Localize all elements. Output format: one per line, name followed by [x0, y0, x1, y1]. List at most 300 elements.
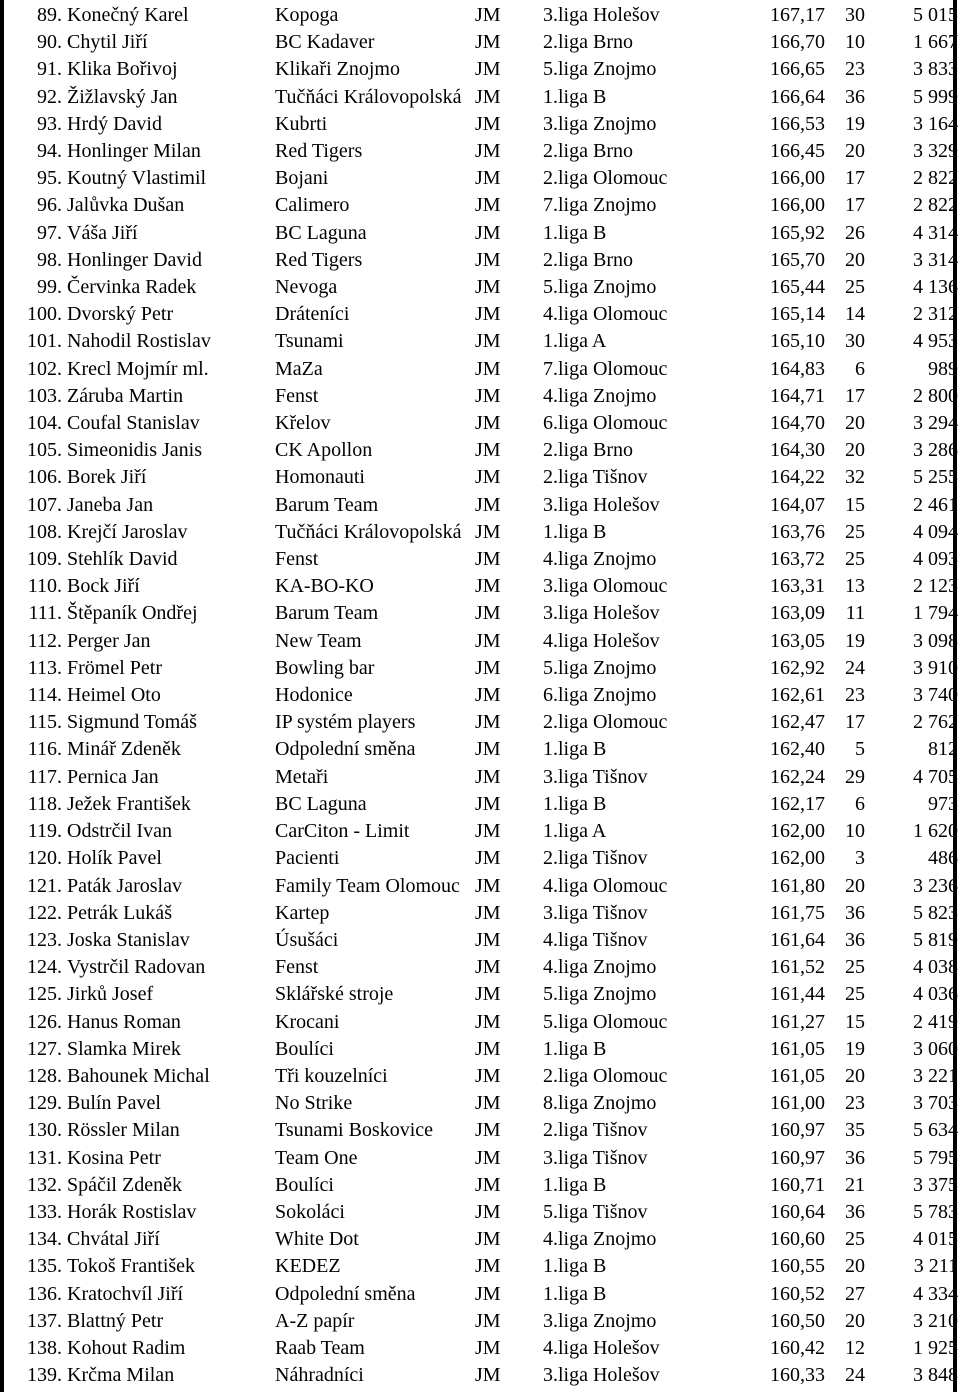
league-cell: 1.liga B [543, 221, 607, 244]
games-count-cell: 11 [845, 602, 865, 625]
rank-cell: 90. [37, 31, 62, 54]
games-count-cell: 17 [845, 384, 865, 407]
average-cell: 164,22 [770, 466, 825, 489]
league-cell: 5.liga Znojmo [543, 656, 657, 679]
team-name-cell: Dráteníci [275, 303, 350, 326]
rank-cell: 100. [27, 303, 62, 326]
team-name-cell: MaZa [275, 357, 323, 380]
total-pins-cell: 3 221 [913, 1064, 958, 1087]
average-cell: 165,10 [770, 330, 825, 353]
games-count-cell: 20 [845, 248, 865, 271]
league-cell: 5.liga Olomouc [543, 1010, 668, 1033]
rank-cell: 91. [37, 58, 62, 81]
games-count-cell: 23 [845, 58, 865, 81]
league-cell: 4.liga Tišnov [543, 928, 648, 951]
category-cell: JM [475, 1309, 501, 1332]
team-name-cell: Tsunami [275, 330, 344, 353]
team-name-cell: BC Laguna [275, 221, 367, 244]
average-cell: 162,47 [770, 711, 825, 734]
category-cell: JM [475, 31, 501, 54]
team-name-cell: Kopoga [275, 4, 339, 26]
player-name-cell: Krčma Milan [67, 1364, 175, 1387]
player-name-cell: Kratochvíl Jiří [67, 1282, 184, 1305]
average-cell: 167,17 [770, 4, 825, 26]
category-cell: JM [475, 684, 501, 707]
average-cell: 166,00 [770, 167, 825, 190]
league-cell: 3.liga Tišnov [543, 1146, 648, 1169]
table-row [0, 519, 960, 546]
league-cell: 2.liga Brno [543, 31, 633, 54]
category-cell: JM [475, 412, 501, 435]
games-count-cell: 17 [845, 167, 865, 190]
average-cell: 160,64 [770, 1200, 825, 1223]
category-cell: JM [475, 928, 501, 951]
player-name-cell: Heimel Oto [67, 684, 161, 707]
table-row [0, 736, 960, 763]
rank-cell: 123. [27, 928, 62, 951]
rank-cell: 120. [27, 847, 62, 870]
table-row [0, 1009, 960, 1036]
average-cell: 161,44 [770, 983, 825, 1006]
category-cell: JM [475, 1173, 501, 1196]
average-cell: 163,72 [770, 548, 825, 571]
league-cell: 4.liga Olomouc [543, 303, 668, 326]
category-cell: JM [475, 1336, 501, 1359]
total-pins-cell: 3 164 [913, 112, 958, 135]
player-name-cell: Štěpaník Ondřej [67, 602, 198, 625]
league-cell: 1.liga B [543, 738, 607, 761]
category-cell: JM [475, 4, 501, 26]
total-pins-cell: 3 740 [913, 684, 958, 707]
games-count-cell: 19 [845, 112, 865, 135]
average-cell: 166,53 [770, 112, 825, 135]
total-pins-cell: 5 783 [913, 1200, 958, 1223]
games-count-cell: 30 [845, 330, 865, 353]
total-pins-cell: 3 703 [913, 1092, 958, 1115]
total-pins-cell: 4 094 [913, 520, 958, 543]
rank-cell: 136. [27, 1282, 62, 1305]
total-pins-cell: 3 098 [913, 629, 958, 652]
category-cell: JM [475, 357, 501, 380]
total-pins-cell: 4 705 [913, 765, 958, 788]
team-name-cell: Fenst [275, 956, 319, 979]
games-count-cell: 36 [845, 928, 865, 951]
average-cell: 162,00 [770, 847, 825, 870]
league-cell: 2.liga Tišnov [543, 1119, 648, 1142]
rank-cell: 122. [27, 901, 62, 924]
average-cell: 163,76 [770, 520, 825, 543]
player-name-cell: Stehlík David [67, 548, 178, 571]
rank-cell: 89. [37, 4, 62, 26]
rank-cell: 111. [28, 602, 62, 625]
table-row [0, 1199, 960, 1226]
league-cell: 3.liga Znojmo [543, 112, 657, 135]
table-row [0, 138, 960, 165]
games-count-cell: 36 [845, 85, 865, 108]
average-cell: 160,60 [770, 1228, 825, 1251]
player-name-cell: Krejčí Jaroslav [67, 520, 188, 543]
total-pins-cell: 973 [928, 792, 958, 815]
games-count-cell: 23 [845, 1092, 865, 1115]
player-name-cell: Vystrčil Radovan [67, 956, 206, 979]
player-name-cell: Honlinger Milan [67, 140, 201, 163]
category-cell: JM [475, 738, 501, 761]
rank-cell: 96. [37, 194, 62, 217]
table-row [0, 546, 960, 573]
table-row [0, 56, 960, 83]
total-pins-cell: 1 794 [913, 602, 958, 625]
league-cell: 3.liga Tišnov [543, 765, 648, 788]
total-pins-cell: 5 255 [913, 466, 958, 489]
rank-cell: 118. [27, 792, 62, 815]
rank-cell: 139. [27, 1364, 62, 1387]
team-name-cell: BC Kadaver [275, 31, 375, 54]
table-row [0, 84, 960, 111]
team-name-cell: Tsunami Boskovice [275, 1119, 434, 1142]
category-cell: JM [475, 711, 501, 734]
team-name-cell: Tučňáci Královopolská [275, 85, 462, 108]
category-cell: JM [475, 520, 501, 543]
average-cell: 160,97 [770, 1119, 825, 1142]
category-cell: JM [475, 956, 501, 979]
table-row [0, 1362, 960, 1389]
player-name-cell: Chvátal Jiří [67, 1228, 160, 1251]
category-cell: JM [475, 575, 501, 598]
category-cell: JM [475, 140, 501, 163]
category-cell: JM [475, 303, 501, 326]
table-row [0, 845, 960, 872]
league-cell: 5.liga Znojmo [543, 58, 657, 81]
team-name-cell: CarCiton - Limit [275, 820, 410, 843]
games-count-cell: 10 [845, 31, 865, 54]
total-pins-cell: 1 620 [913, 820, 958, 843]
total-pins-cell: 5 795 [913, 1146, 958, 1169]
league-cell: 4.liga Holešov [543, 629, 660, 652]
rank-cell: 101. [27, 330, 62, 353]
player-name-cell: Záruba Martin [67, 384, 184, 407]
total-pins-cell: 3 375 [913, 1173, 958, 1196]
games-count-cell: 19 [845, 1037, 865, 1060]
category-cell: JM [475, 167, 501, 190]
table-row [0, 220, 960, 247]
rank-cell: 93. [37, 112, 62, 135]
average-cell: 163,09 [770, 602, 825, 625]
table-row [0, 655, 960, 682]
rank-cell: 92. [37, 85, 62, 108]
category-cell: JM [475, 656, 501, 679]
total-pins-cell: 4 314 [913, 221, 958, 244]
team-name-cell: Metaři [275, 765, 329, 788]
games-count-cell: 25 [845, 520, 865, 543]
team-name-cell: Kartep [275, 901, 330, 924]
games-count-cell: 12 [845, 1336, 865, 1359]
table-row [0, 1253, 960, 1280]
league-cell: 4.liga Znojmo [543, 548, 657, 571]
player-name-cell: Bahounek Michal [67, 1064, 210, 1087]
category-cell: JM [475, 820, 501, 843]
average-cell: 166,00 [770, 194, 825, 217]
total-pins-cell: 3 910 [913, 656, 958, 679]
team-name-cell: Odpolední směna [275, 738, 416, 761]
average-cell: 160,71 [770, 1173, 825, 1196]
rank-cell: 125. [27, 983, 62, 1006]
total-pins-cell: 3 236 [913, 874, 958, 897]
table-row [0, 628, 960, 655]
player-rankings-table [0, 2, 960, 1389]
league-cell: 2.liga Tišnov [543, 847, 648, 870]
average-cell: 166,65 [770, 58, 825, 81]
team-name-cell: Homonauti [275, 466, 365, 489]
player-name-cell: Odstrčil Ivan [67, 820, 172, 843]
team-name-cell: IP systém players [275, 711, 416, 734]
total-pins-cell: 5 999 [913, 85, 958, 108]
table-row [0, 600, 960, 627]
league-cell: 3.liga Tišnov [543, 901, 648, 924]
games-count-cell: 25 [845, 548, 865, 571]
category-cell: JM [475, 548, 501, 571]
rank-cell: 112. [27, 629, 62, 652]
games-count-cell: 36 [845, 1146, 865, 1169]
category-cell: JM [475, 1092, 501, 1115]
games-count-cell: 17 [845, 194, 865, 217]
league-cell: 2.liga Olomouc [543, 711, 668, 734]
player-name-cell: Chytil Jiří [67, 31, 148, 54]
table-row [0, 464, 960, 491]
games-count-cell: 24 [845, 1364, 865, 1387]
category-cell: JM [475, 1010, 501, 1033]
average-cell: 164,83 [770, 357, 825, 380]
total-pins-cell: 3 286 [913, 439, 958, 462]
rank-cell: 113. [27, 656, 62, 679]
table-row [0, 764, 960, 791]
category-cell: JM [475, 1064, 501, 1087]
team-name-cell: Red Tigers [275, 140, 363, 163]
league-cell: 3.liga Holešov [543, 1364, 660, 1387]
league-cell: 4.liga Znojmo [543, 384, 657, 407]
player-name-cell: Sigmund Tomáš [67, 711, 197, 734]
average-cell: 164,71 [770, 384, 825, 407]
games-count-cell: 35 [845, 1119, 865, 1142]
games-count-cell: 15 [845, 493, 865, 516]
table-row [0, 1226, 960, 1253]
total-pins-cell: 3 833 [913, 58, 958, 81]
average-cell: 160,42 [770, 1336, 825, 1359]
rank-cell: 94. [37, 140, 62, 163]
table-row [0, 328, 960, 355]
average-cell: 166,45 [770, 140, 825, 163]
league-cell: 7.liga Znojmo [543, 194, 657, 217]
team-name-cell: Barum Team [275, 602, 379, 625]
category-cell: JM [475, 276, 501, 299]
league-cell: 1.liga A [543, 330, 607, 353]
games-count-cell: 20 [845, 439, 865, 462]
rank-cell: 135. [27, 1255, 62, 1278]
table-row [0, 573, 960, 600]
team-name-cell: Sklářské stroje [275, 983, 394, 1006]
games-count-cell: 19 [845, 629, 865, 652]
category-cell: JM [475, 1200, 501, 1223]
player-name-cell: Holík Pavel [67, 847, 162, 870]
league-cell: 1.liga B [543, 520, 607, 543]
player-name-cell: Janeba Jan [67, 493, 154, 516]
rank-cell: 114. [27, 684, 62, 707]
team-name-cell: Náhradníci [275, 1364, 364, 1387]
total-pins-cell: 486 [928, 847, 958, 870]
category-cell: JM [475, 384, 501, 407]
total-pins-cell: 3 294 [913, 412, 958, 435]
category-cell: JM [475, 194, 501, 217]
rank-cell: 102. [27, 357, 62, 380]
rank-cell: 97. [37, 221, 62, 244]
category-cell: JM [475, 1119, 501, 1142]
team-name-cell: Krocani [275, 1010, 340, 1033]
table-row [0, 1090, 960, 1117]
average-cell: 162,40 [770, 738, 825, 761]
team-name-cell: Raab Team [275, 1336, 365, 1359]
rank-cell: 138. [27, 1336, 62, 1359]
league-cell: 5.liga Tišnov [543, 1200, 648, 1223]
team-name-cell: Křelov [275, 412, 331, 435]
team-name-cell: Barum Team [275, 493, 379, 516]
rank-cell: 104. [27, 412, 62, 435]
table-row [0, 818, 960, 845]
table-row [0, 682, 960, 709]
team-name-cell: Calimero [275, 194, 350, 217]
team-name-cell: Team One [275, 1146, 358, 1169]
total-pins-cell: 4 093 [913, 548, 958, 571]
total-pins-cell: 5 015 [913, 4, 958, 26]
team-name-cell: Klikaři Znojmo [275, 58, 400, 81]
total-pins-cell: 3 060 [913, 1037, 958, 1060]
league-cell: 5.liga Znojmo [543, 983, 657, 1006]
league-cell: 7.liga Olomouc [543, 357, 668, 380]
category-cell: JM [475, 58, 501, 81]
table-row [0, 791, 960, 818]
category-cell: JM [475, 847, 501, 870]
player-name-cell: Klika Bořivoj [67, 58, 178, 81]
team-name-cell: KA-BO-KO [275, 575, 374, 598]
total-pins-cell: 4 038 [913, 956, 958, 979]
rank-cell: 127. [27, 1037, 62, 1060]
category-cell: JM [475, 112, 501, 135]
category-cell: JM [475, 1282, 501, 1305]
player-name-cell: Krecl Mojmír ml. [67, 357, 209, 380]
rank-cell: 99. [37, 276, 62, 299]
player-name-cell: Slamka Mirek [67, 1037, 181, 1060]
table-row [0, 873, 960, 900]
category-cell: JM [475, 792, 501, 815]
rank-cell: 126. [27, 1010, 62, 1033]
rank-cell: 132. [27, 1173, 62, 1196]
total-pins-cell: 4 015 [913, 1228, 958, 1251]
player-name-cell: Joska Stanislav [67, 928, 190, 951]
average-cell: 162,17 [770, 792, 825, 815]
average-cell: 165,44 [770, 276, 825, 299]
player-name-cell: Rössler Milan [67, 1119, 180, 1142]
rank-cell: 130. [27, 1119, 62, 1142]
team-name-cell: Hodonice [275, 684, 353, 707]
average-cell: 164,07 [770, 493, 825, 516]
league-cell: 8.liga Znojmo [543, 1092, 657, 1115]
player-name-cell: Pernica Jan [67, 765, 159, 788]
rank-cell: 117. [27, 765, 62, 788]
games-count-cell: 20 [845, 1064, 865, 1087]
player-name-cell: Frömel Petr [67, 656, 162, 679]
player-name-cell: Minář Zdeněk [67, 738, 181, 761]
table-row [0, 900, 960, 927]
league-cell: 4.liga Holešov [543, 1336, 660, 1359]
player-name-cell: Petrák Lukáš [67, 901, 172, 924]
league-cell: 2.liga Brno [543, 140, 633, 163]
total-pins-cell: 1 667 [913, 31, 958, 54]
total-pins-cell: 812 [928, 738, 958, 761]
table-row [0, 274, 960, 301]
games-count-cell: 10 [845, 820, 865, 843]
player-name-cell: Nahodil Rostislav [67, 330, 211, 353]
league-cell: 2.liga Olomouc [543, 1064, 668, 1087]
league-cell: 1.liga B [543, 1255, 607, 1278]
table-row [0, 927, 960, 954]
total-pins-cell: 3 211 [913, 1255, 958, 1278]
average-cell: 161,05 [770, 1064, 825, 1087]
games-count-cell: 25 [845, 983, 865, 1006]
total-pins-cell: 4 953 [913, 330, 958, 353]
average-cell: 161,05 [770, 1037, 825, 1060]
table-row [0, 29, 960, 56]
average-cell: 160,97 [770, 1146, 825, 1169]
player-name-cell: Konečný Karel [67, 4, 189, 26]
player-name-cell: Jirků Josef [67, 983, 154, 1006]
team-name-cell: BC Laguna [275, 792, 367, 815]
games-count-cell: 13 [845, 575, 865, 598]
games-count-cell: 36 [845, 901, 865, 924]
table-row [0, 165, 960, 192]
total-pins-cell: 5 634 [913, 1119, 958, 1142]
total-pins-cell: 4 036 [913, 983, 958, 1006]
total-pins-cell: 2 123 [913, 575, 958, 598]
games-count-cell: 17 [845, 711, 865, 734]
rank-cell: 95. [37, 167, 62, 190]
total-pins-cell: 2 312 [913, 303, 958, 326]
table-row [0, 111, 960, 138]
average-cell: 162,61 [770, 684, 825, 707]
category-cell: JM [475, 983, 501, 1006]
league-cell: 2.liga Tišnov [543, 466, 648, 489]
average-cell: 161,80 [770, 874, 825, 897]
team-name-cell: Nevoga [275, 276, 338, 299]
team-name-cell: Fenst [275, 384, 319, 407]
games-count-cell: 25 [845, 956, 865, 979]
player-name-cell: Žižlavský Jan [67, 85, 178, 108]
total-pins-cell: 3 210 [913, 1309, 958, 1332]
league-cell: 1.liga A [543, 820, 607, 843]
games-count-cell: 6 [855, 792, 865, 815]
table-row [0, 954, 960, 981]
table-row [0, 1172, 960, 1199]
average-cell: 162,92 [770, 656, 825, 679]
rank-cell: 124. [27, 956, 62, 979]
player-name-cell: Bock Jiří [67, 575, 140, 598]
player-name-cell: Ježek František [67, 792, 191, 815]
total-pins-cell: 2 822 [913, 194, 958, 217]
table-row [0, 1308, 960, 1335]
player-name-cell: Jalůvka Dušan [67, 194, 185, 217]
total-pins-cell: 2 419 [913, 1010, 958, 1033]
games-count-cell: 14 [845, 303, 865, 326]
average-cell: 161,00 [770, 1092, 825, 1115]
games-count-cell: 15 [845, 1010, 865, 1033]
category-cell: JM [475, 1228, 501, 1251]
